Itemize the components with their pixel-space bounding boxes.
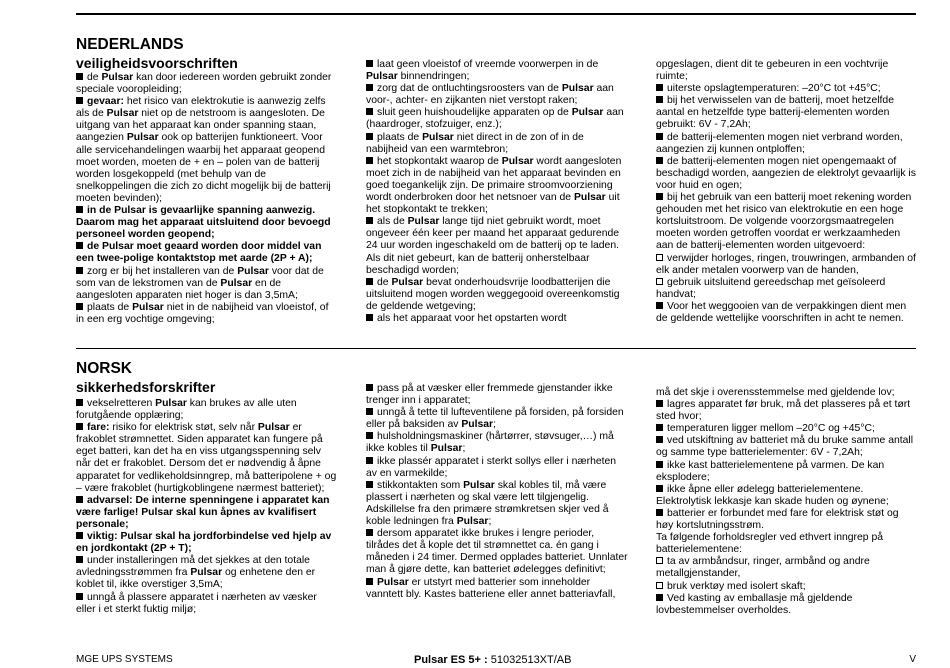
list-item-text: må det skje i overensstemmelse med gjeldende lov; — [656, 387, 895, 398]
square-bullet-icon — [656, 96, 663, 103]
list-item — [76, 72, 338, 96]
list-item — [656, 301, 918, 325]
list-item-text: zorg dat de ontluchtingsroosters van de Pulsar aan voor-, achter- en zijkanten niet verstopt raken; — [366, 83, 614, 107]
footer-product: Pulsar ES 5+ : — [414, 654, 488, 666]
list-item-text: Ta følgende forholdsregler ved ethvert inngrep på batterielementene: — [656, 532, 883, 556]
column-1 — [76, 72, 338, 326]
list-item-text: plaats de Pulsar niet direct in de zon of in de nabijheid van een warmtebron; — [366, 131, 584, 155]
square-bullet-icon — [366, 217, 373, 224]
square-bullet-icon — [366, 457, 373, 464]
square-bullet-icon — [366, 432, 373, 439]
checkbox-bullet-icon — [656, 557, 663, 564]
list-item — [366, 431, 628, 455]
list-item-text: de batterij-elementen mogen niet verbrand worden, aangezien zij kunnen ontploffen; — [656, 131, 903, 155]
list-item — [656, 423, 918, 435]
list-item — [656, 435, 918, 459]
section-subtitle: sikkerhedsforskrifter — [76, 379, 216, 395]
section-subtitle: veiligheidsvoorschriften — [76, 55, 238, 71]
list-item-text: lagres apparatet før bruk, må det plasseres på et tørt sted hvor; — [656, 399, 911, 423]
column-3 — [656, 59, 918, 325]
list-item-text: viktig: Pulsar skal ha jordforbindelse ved hjelp av en jordkontakt (2P + T); — [76, 531, 332, 555]
section-title: NEDERLANDS — [76, 36, 184, 53]
square-bullet-icon — [76, 97, 83, 104]
footer-page-number: V — [909, 654, 916, 665]
square-bullet-icon — [656, 509, 663, 516]
footer-product-ref — [414, 654, 571, 666]
list-item — [656, 59, 918, 83]
list-item — [366, 577, 628, 601]
square-bullet-icon — [76, 593, 83, 600]
list-item-text: verwijder horloges, ringen, trouwringen, armbanden of elk ander metalen voorwerp van de handen, — [656, 252, 916, 276]
section-nederlands — [76, 36, 916, 346]
column-3 — [656, 387, 918, 617]
list-item — [76, 96, 338, 205]
square-bullet-icon — [656, 461, 663, 468]
list-item — [366, 59, 628, 83]
square-bullet-icon — [366, 384, 373, 391]
square-bullet-icon — [366, 481, 373, 488]
list-item-text: bij het gebruik van een batterij moet rekening worden gehouden met het risico van elektrokutie en een hoge kortsluitstroom. De volgende voorzorgsmaatregelen moeten worden getroffen voordat er werkzaamheden aan de batterij-elementen worden uitgevoerd: — [656, 192, 912, 252]
list-item-text: unngå å plassere apparatet i nærheten av væsker eller i et sterkt fuktig miljø; — [76, 591, 317, 615]
square-bullet-icon — [76, 399, 83, 406]
list-item-text: sluit geen huishoudelijke apparaten op de Pulsar aan (haardroger, stofzuiger, enz.); — [366, 107, 624, 131]
square-bullet-icon — [366, 133, 373, 140]
square-bullet-icon — [656, 302, 663, 309]
list-item — [656, 253, 918, 277]
list-item-text: unngå å tette til lufteventilene på forsiden, på forsiden eller på baksiden av Pulsar; — [366, 407, 624, 431]
list-item-text: de batterij-elementen mogen niet opengemaakt of beschadigd worden, aangezien de elektrolyt gevaarlijk is voor huid en ogen; — [656, 155, 916, 191]
square-bullet-icon — [366, 529, 373, 536]
square-bullet-icon — [656, 424, 663, 431]
list-item — [656, 387, 918, 399]
square-bullet-icon — [656, 485, 663, 492]
square-bullet-icon — [76, 73, 83, 80]
list-item-text: de Pulsar bevat onderhoudsvrije loodbatterijen die uitsluitend mogen worden weggegooid overeenkomstig de geldende wetgeving; — [366, 276, 620, 312]
square-bullet-icon — [656, 400, 663, 407]
list-item — [656, 95, 918, 131]
list-item-text: ikke kast batterielementene på varmen. De kan eksplodere; — [656, 459, 885, 483]
list-item-text: advarsel: De interne spenningene i apparatet kan være farlige! Pulsar skal kun åpnes av kvalifisert personale; — [76, 494, 330, 530]
square-bullet-icon — [656, 594, 663, 601]
checkbox-bullet-icon — [656, 254, 663, 261]
list-item-text: fare: risiko for elektrisk støt, selv når Pulsar er frakoblet strømnettet. Siden apparatet kan fungere på eget batteri, kan det ha en viss utgangsspenning selv når det er frakoblet. Dersom det er nødvendig å åpne apparatet for vedlikeholdsinngrep, må batteripolene + og – være frakoblet (hurtigkoblingene nærmest batteriet); — [76, 422, 337, 494]
column-2 — [366, 383, 628, 601]
list-item — [656, 460, 918, 484]
checkbox-bullet-icon — [656, 278, 663, 285]
list-item — [366, 83, 628, 107]
list-item — [366, 107, 628, 131]
list-item — [656, 83, 918, 95]
square-bullet-icon — [366, 60, 373, 67]
list-item — [656, 399, 918, 423]
list-item — [76, 555, 338, 591]
list-item-text: de Pulsar moet geaard worden door middel van een twee-polige kontaktstop met aarde (2P + A); — [76, 241, 322, 265]
list-item-text: in de Pulsar is gevaarlijke spanning aanwezig. Daarom mag het apparaat uitsluitend door bevoegd personeel worden geopend; — [76, 205, 331, 241]
section-divider — [76, 348, 916, 349]
list-item-text: dersom apparatet ikke brukes i lengre perioder, tilrådes det å kople det til strømnettet ca. én gang i måneden i 24 timer. Dermed opplades batteriet. Unnlater man å gjøre dette, kan batteriet ødelegges definitivt; — [366, 528, 628, 576]
list-item — [656, 556, 918, 580]
list-item-text: batterier er forbundet med fare for elektrisk støt og høy kortslutningsstrøm. — [656, 507, 899, 532]
list-item — [656, 277, 918, 301]
list-item-text: ikke plassér apparatet i sterkt sollys eller i nærheten av en varmekilde; — [366, 455, 617, 479]
list-item — [656, 156, 918, 192]
column-2 — [366, 59, 628, 325]
square-bullet-icon — [76, 496, 83, 503]
list-item-text: de Pulsar kan door iedereen worden gebruikt zonder speciale vooropleiding; — [76, 72, 332, 96]
page-footer — [76, 654, 916, 666]
list-item — [76, 398, 338, 422]
list-item — [76, 495, 338, 531]
list-item-text: temperaturen ligger mellom –20°C og +45°C; — [667, 423, 875, 435]
list-item — [366, 407, 628, 431]
square-bullet-icon — [366, 408, 373, 415]
section-title: NORSK — [76, 360, 132, 377]
list-item-text: uiterste opslagtemperaturen: –20°C tot +45°C; — [667, 83, 881, 95]
list-item — [366, 313, 628, 325]
list-item — [366, 277, 628, 313]
list-item-text: Ved kasting av emballasje må gjeldende lovbestemmelser overholdes. — [656, 592, 853, 616]
section-norsk — [76, 360, 916, 650]
square-bullet-icon — [366, 314, 373, 321]
square-bullet-icon — [366, 84, 373, 91]
list-item-text: als de Pulsar lange tijd niet gebruikt wordt, moet ongeveer één keer per maand het apparaat gedurende 24 uur worden ingeschakeld om de batterij op te laden. Als dit niet gebeurt, kan de batterij onherstelbaar beschadigd worden; — [366, 216, 620, 276]
list-item — [366, 132, 628, 156]
list-item-text: Voor het weggooien van de verpakkingen dient men de geldende wettelijke voorschriften in acht te nemen. — [656, 300, 907, 324]
list-item-text: ta av armbåndsur, ringer, armbånd og andre metallgjenstander, — [656, 556, 870, 580]
square-bullet-icon — [366, 278, 373, 285]
list-item — [656, 593, 918, 617]
list-item — [366, 383, 628, 407]
list-item-text: Pulsar er utstyrt med batterier som inneholder vanntett bly. Kastes batteriene eller annet batteriavfall, — [366, 576, 616, 600]
list-item — [366, 480, 628, 528]
list-item — [366, 456, 628, 480]
column-1 — [76, 398, 338, 616]
list-item — [656, 192, 918, 252]
list-item — [76, 592, 338, 616]
square-bullet-icon — [76, 242, 83, 249]
list-item — [76, 422, 338, 495]
square-bullet-icon — [366, 157, 373, 164]
footer-company: MGE UPS SYSTEMS — [76, 654, 173, 665]
list-item-text: vekselretteren Pulsar kan brukes av alle uten forutgående opplæring; — [76, 398, 297, 422]
list-item-text: ikke åpne eller ødelegg batterielementene. Elektrolytisk lekkasje kan skade huden og øynene; — [656, 483, 889, 507]
square-bullet-icon — [656, 193, 663, 200]
list-item-text: het stopkontakt waarop de Pulsar wordt aangesloten moet zich in de nabijheid van het apparaat bevinden en goed toegankelijk zijn. De primaire stroomvoorziening wordt onderbroken door het netsnoer van de Pulsar uit het stopkontakt te trekken; — [366, 155, 622, 216]
square-bullet-icon — [76, 206, 83, 213]
list-item — [76, 205, 338, 241]
square-bullet-icon — [656, 133, 663, 140]
square-bullet-icon — [366, 578, 373, 585]
list-item — [76, 302, 338, 326]
checkbox-bullet-icon — [656, 582, 663, 589]
list-item-text: hulsholdningsmaskiner (hårtørrer, støvsuger,…) må ikke kobles til Pulsar; — [366, 431, 614, 455]
square-bullet-icon — [76, 556, 83, 563]
list-item — [656, 581, 918, 593]
list-item-text: gebruik uitsluitend gereedschap met geïsoleerd handvat; — [656, 276, 886, 300]
footer-ref: 51032513XT/AB — [487, 654, 572, 666]
list-item — [76, 531, 338, 555]
list-item-text: bruk verktøy med isolert skaft; — [667, 580, 806, 592]
list-item — [656, 532, 918, 556]
list-item-text: under installeringen må det sjekkes at den totale avledningsstrømmen fra Pulsar og enhetene den er koblet til, ikke overstiger 3,5mA; — [76, 555, 316, 591]
list-item — [366, 216, 628, 276]
list-item-text: pass på at væsker eller fremmede gjenstander ikke trenger inn i apparatet; — [366, 383, 613, 407]
list-item — [656, 484, 918, 508]
square-bullet-icon — [76, 267, 83, 274]
list-item-text: bij het verwisselen van de batterij, moet hetzelfde aantal en hetzelfde type batterij-elementen worden gebruikt: 6V - 7,2Ah; — [656, 95, 894, 131]
list-item — [656, 132, 918, 156]
list-item-text: stikkontakten som Pulsar skal kobles til, må være plassert i nærheten og skal være lett tilgjengelig. Adskillelse fra den primære strømkretsen skjer ved å koble ledningen fra Pulsar; — [366, 479, 609, 528]
square-bullet-icon — [656, 84, 663, 91]
list-item — [76, 266, 338, 302]
square-bullet-icon — [656, 157, 663, 164]
list-item-text: ved utskiftning av batteriet må du bruke samme antall og samme type batterielementer: 6V - 7,2Ah; — [656, 435, 914, 459]
square-bullet-icon — [76, 303, 83, 310]
square-bullet-icon — [656, 436, 663, 443]
list-item — [366, 528, 628, 576]
list-item-text: plaats de Pulsar niet in de nabijheid van vloeistof, of in een erg vochtige omgeving; — [76, 301, 329, 325]
list-item — [76, 241, 338, 265]
square-bullet-icon — [76, 532, 83, 539]
list-item-text: opgeslagen, dient dit te gebeuren in een vochtvrije ruimte; — [656, 59, 889, 83]
list-item-text: laat geen vloeistof of vreemde voorwerpen in de Pulsar binnendringen; — [366, 59, 599, 83]
list-item-text: gevaar: het risico van elektrokutie is aanwezig zelfs als de Pulsar niet op de netstroom is aangesloten. De uitgang van het apparaat kan onder spanning staan, aangezien Pulsar ook op batterijen funktioneert. Voor alle servicehandelingen waarbij het apparaat geopend moet worden, moeten de + en – polen van de batterij worden losgekoppeld (met behulp van de snelkoppelingen die zich zo dicht mogelijk bij de batterij moeten bevinden); — [76, 96, 331, 204]
top-rule — [76, 13, 916, 15]
list-item — [656, 508, 918, 532]
square-bullet-icon — [366, 108, 373, 115]
square-bullet-icon — [76, 423, 83, 430]
list-item-text: als het apparaat voor het opstarten wordt — [377, 312, 567, 324]
list-item — [366, 156, 628, 216]
list-item-text: zorg er bij het installeren van de Pulsar voor dat de som van de lekstromen van de Pulsar en de aangesloten apparaten niet hoger is dan 3,5mA; — [76, 265, 324, 301]
